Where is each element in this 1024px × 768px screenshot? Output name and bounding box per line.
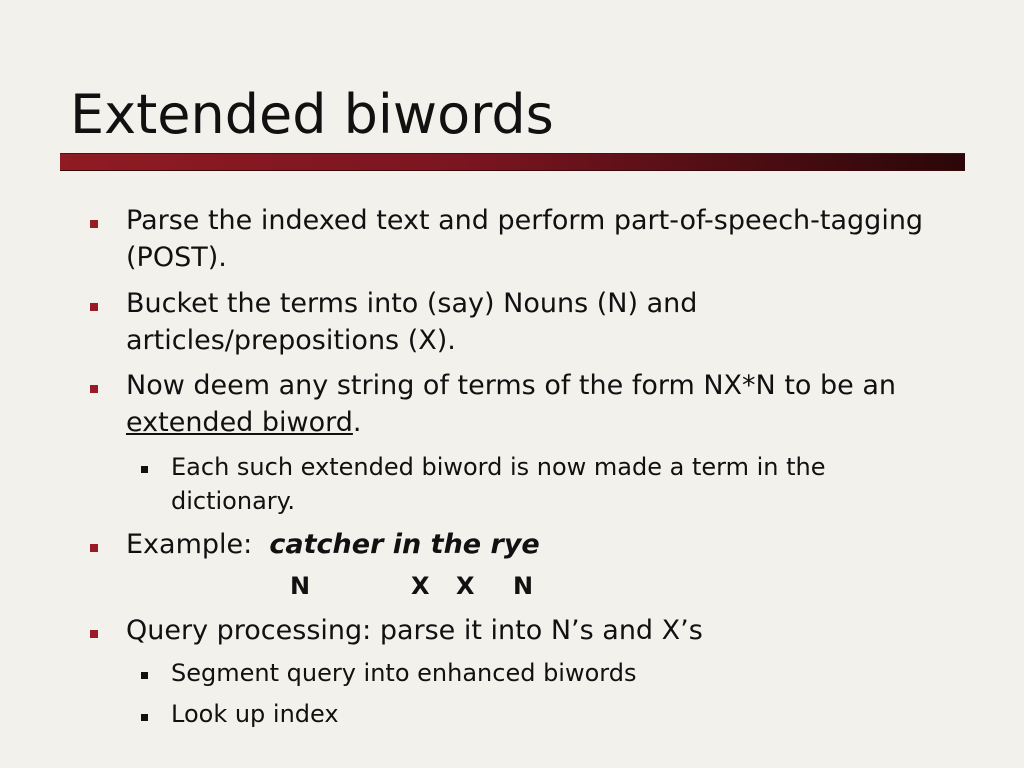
- sub-bullet-marker: [141, 466, 148, 473]
- pos-tag: N: [290, 572, 311, 600]
- bullet-item: [126, 367, 926, 441]
- bullet-item: [126, 526, 926, 563]
- bullet-item: [126, 202, 926, 276]
- bullet-item: [126, 612, 926, 649]
- bullet-marker: [90, 385, 98, 393]
- bullet-marker: [90, 220, 98, 228]
- pos-tag: N: [513, 572, 534, 600]
- sub-bullet-marker: [141, 672, 148, 679]
- example-phrase: catcher in the rye: [269, 529, 540, 560]
- bullet-text: Bucket the terms into (say) Nouns (N) and articles/prepositions (X).: [126, 288, 698, 356]
- bullet-text: Now deem any string of terms of the form NX*N to be an: [126, 370, 897, 401]
- pos-tag: X: [456, 572, 475, 600]
- bullet-text: Parse the indexed text and perform part-of-speech-tagging (POST).: [126, 205, 924, 273]
- sub-bullet-text: Segment query into enhanced biwords: [171, 659, 637, 687]
- sub-bullet-item: [171, 656, 941, 690]
- sub-bullet-item: [171, 450, 941, 518]
- bullet-marker: [90, 303, 98, 311]
- sub-bullet-marker: [141, 714, 148, 721]
- sub-bullet-text: Each such extended biword is now made a term in the dictionary.: [171, 453, 826, 515]
- sub-bullet-item: [171, 697, 941, 731]
- bullet-marker: [90, 544, 98, 552]
- bullet-text-end: .: [352, 407, 362, 438]
- sub-bullet-text: Look up index: [171, 700, 339, 728]
- example-label: Example:: [126, 529, 253, 560]
- bullet-marker: [90, 630, 98, 638]
- pos-tag: X: [411, 572, 430, 600]
- bullet-text: Query processing: parse it into N’s and X’s: [126, 615, 703, 646]
- slide-title: Extended biwords: [70, 83, 554, 146]
- bullet-item: [126, 285, 926, 359]
- extended-biword-term: extended biword: [126, 407, 353, 438]
